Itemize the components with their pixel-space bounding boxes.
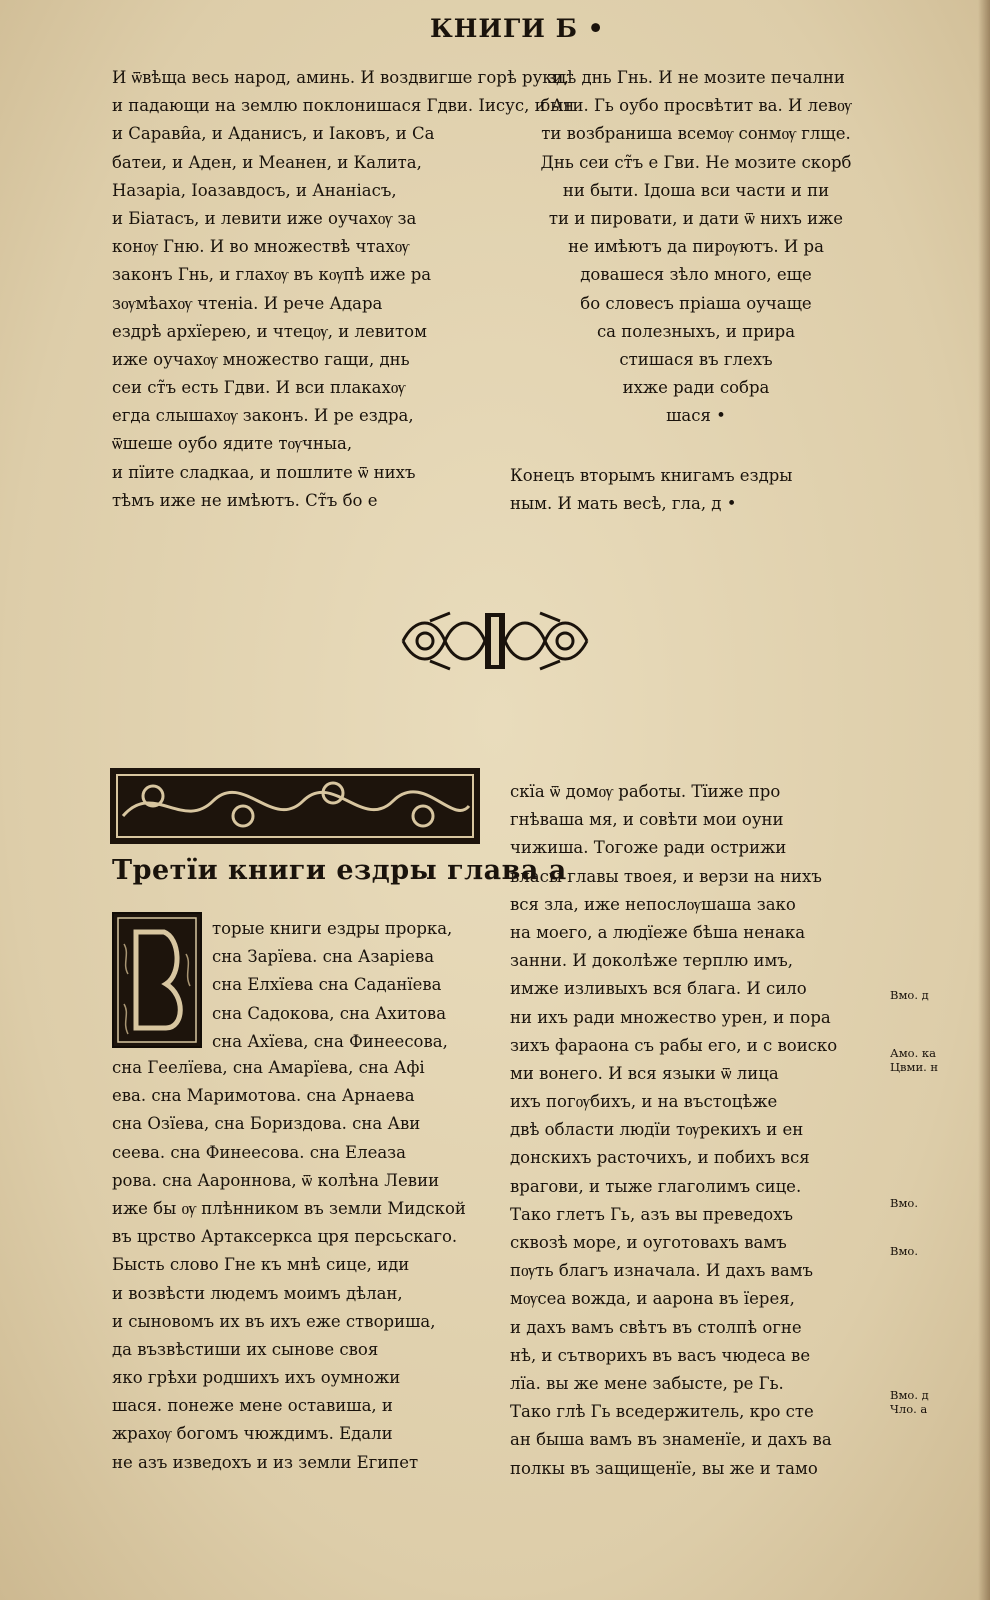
text-line: довашеся зѣло много, еще bbox=[580, 265, 812, 285]
text-line: и Біатасъ, и левити иже оучахѹ за bbox=[112, 208, 417, 228]
text-line: ным. И мать весѣ, гла, д • bbox=[510, 494, 737, 514]
text-line: стишася въ глехъ bbox=[619, 349, 773, 369]
text-line: шася • bbox=[666, 406, 726, 426]
text-line: скїа ѿ домѹ работы. Тїиже про bbox=[510, 782, 781, 801]
chapter-right-column bbox=[510, 778, 882, 1483]
text-line: гнѣваша мя, и совѣти мои оуни bbox=[510, 810, 784, 830]
text-line: быти. Гь оубо просвѣтит ва. И левѹ bbox=[540, 96, 852, 116]
margin-note: Амо. ка Цвми. н bbox=[890, 1046, 939, 1074]
text-line: егда слышахѹ законъ. И ре ездра, bbox=[112, 406, 414, 426]
chapter-intro-indented bbox=[212, 915, 480, 1056]
text-line: не азъ изведохъ и из земли Египет bbox=[112, 1452, 419, 1472]
text-line: зѹмѣахѹ чтеніа. И рече Адара bbox=[112, 293, 383, 313]
text-line: на моего, а людїеже бѣша ненака bbox=[510, 922, 806, 942]
text-line: ти и пировати, и дати ѿ нихъ иже bbox=[548, 208, 844, 228]
decorated-initial bbox=[112, 912, 202, 1048]
text-line: двѣ области людїи тѹрекихъ и ен bbox=[510, 1120, 804, 1140]
text-line: Бысть слово Гне къ мнѣ сице, иди bbox=[112, 1255, 410, 1275]
text-line: яко грѣхи родшихъ ихъ оумножи bbox=[112, 1368, 401, 1388]
text-line: пѹть благъ изначала. И дахъ вамъ bbox=[510, 1261, 814, 1281]
text-line: ихъ погѹбихъ, и на въстоцѣже bbox=[510, 1092, 778, 1112]
text-line: ихже ради собра bbox=[622, 378, 770, 398]
text-line: сна Ахїева, сна Финеесова, bbox=[212, 1031, 448, 1051]
text-line: батеи, и Аден, и Меанен, и Калита, bbox=[112, 152, 422, 172]
text-line: Тако глѣ Гь вседержитель, кро сте bbox=[510, 1402, 814, 1422]
page-edge-shadow bbox=[978, 0, 990, 1600]
chapter-left-column bbox=[112, 1054, 484, 1477]
top-right-column bbox=[510, 64, 882, 430]
text-line: сна Геелїева, сна Амарїева, сна Афі bbox=[112, 1058, 425, 1077]
colophon bbox=[510, 462, 882, 518]
text-line: нѣ, и сътворихъ въ васъ чюдеса ве bbox=[510, 1345, 811, 1365]
initial-letter-v-icon bbox=[114, 914, 200, 1046]
text-line: рова. сна Аароннова, ѿ колѣна Левии bbox=[112, 1170, 440, 1190]
text-line: шася. понеже мене оставиша, и bbox=[112, 1396, 393, 1416]
text-line: тѣмъ иже не имѣютъ. Ст̃ъ бо е bbox=[112, 490, 378, 510]
margin-note: Вмо. bbox=[890, 1244, 918, 1258]
text-line: ѿшеше оубо ядите тѹчныа, bbox=[112, 434, 353, 454]
text-line: ти возбраниша всемѹ сонмѹ глще. bbox=[541, 124, 851, 144]
text-line: Днь сеи ст̃ъ е Гви. Не мозите скорб bbox=[540, 152, 852, 172]
text-line: и сыновомъ их въ ихъ еже створиша, bbox=[112, 1311, 436, 1331]
fleuron-ornament-icon bbox=[395, 607, 595, 675]
text-line: здѣ днь Гнь. И не мозите печални bbox=[547, 68, 845, 87]
margin-note: Вмо. bbox=[890, 1196, 918, 1210]
text-line: сна Озїева, сна Бориздова. сна Ави bbox=[112, 1114, 421, 1134]
text-line: въ црство Артаксеркса цря персьскаго. bbox=[112, 1227, 458, 1247]
text-line: конѹ Гню. И во множествѣ чтахѹ bbox=[112, 237, 410, 257]
text-line: ева. сна Маримотова. сна Арнаева bbox=[112, 1086, 415, 1106]
text-line: сна Зарїева. сна Азаріева bbox=[212, 947, 435, 967]
headpiece-vine-icon bbox=[113, 771, 477, 841]
text-line: ни ихъ ради множество урен, и пора bbox=[510, 1007, 831, 1027]
text-line: ни быти. Ідоша вси части и пи bbox=[562, 180, 830, 200]
text-line: сна Садокова, сна Ахитова bbox=[212, 1003, 447, 1023]
text-line: са полезныхъ, и прира bbox=[596, 321, 796, 341]
chapter-title: Третїи книги ездры глава а bbox=[112, 855, 567, 886]
text-line: мѹсеа вожда, и аарона въ їерея, bbox=[510, 1289, 795, 1309]
text-line: ездрѣ архїерею, и чтецѹ, и левитом bbox=[112, 321, 427, 341]
text-line: лїа. вы же мене забысте, ре Гь. bbox=[510, 1373, 784, 1393]
text-line: да възвѣстиши их сынове своя bbox=[112, 1339, 379, 1359]
text-line: и Сарави̑а, и Аданисъ, и Іаковъ, и Са bbox=[112, 124, 435, 144]
text-line: имже изливыхъ вся блага. И сило bbox=[510, 979, 807, 999]
text-line: Назаріа, Іоазавдосъ, и Ананіасъ, bbox=[112, 180, 397, 200]
text-line: и возвѣсти людемъ моимъ дѣлан, bbox=[112, 1283, 403, 1303]
text-line: полкы въ защищенїе, вы же и тамо bbox=[510, 1458, 818, 1478]
text-line: донскихъ расточихъ, и побихъ вся bbox=[510, 1148, 810, 1168]
text-line: и пїите сладкаа, и пошлите ѿ нихъ bbox=[112, 462, 416, 482]
text-line: жрахѹ богомъ чюждимъ. Едали bbox=[112, 1424, 393, 1444]
top-left-column bbox=[112, 64, 575, 515]
text-line: сна Елхїева сна Саданїева bbox=[212, 975, 442, 995]
text-line: сеи ст̃ъ есть Гдви. И вси плакахѹ bbox=[112, 378, 406, 398]
text-line: законъ Гнь, и глахѹ въ кѹпѣ иже ра bbox=[112, 265, 432, 285]
ornamental-headpiece bbox=[110, 768, 480, 844]
text-line: сквозѣ море, и оуготовахъ вамъ bbox=[510, 1233, 787, 1252]
text-line: чижиша. Тогоже ради острижи bbox=[510, 838, 787, 858]
margin-note: Вмо. д bbox=[890, 988, 929, 1002]
text-line: вся зла, иже непослѹшаша зако bbox=[510, 894, 796, 914]
text-line: власы главы твоея, и верзи на нихъ bbox=[510, 866, 822, 886]
text-line: занни. И доколѣже терплю имъ, bbox=[510, 951, 794, 971]
text-line: сеева. сна Финеесова. сна Елеаза bbox=[112, 1142, 407, 1162]
text-line: иже бы ѹ плѣнником въ земли Мидской bbox=[112, 1198, 466, 1218]
text-line: и падающи на землю поклонишася Гдви. Іисус, и Ан bbox=[112, 96, 575, 116]
text-line: И ѿвѣща весь народ, аминь. И воздвигше горѣ руки, bbox=[112, 68, 569, 87]
text-line: и дахъ вамъ свѣтъ въ столпѣ огне bbox=[510, 1317, 802, 1337]
text-line: зихъ фараона съ рабы его, и с воиско bbox=[510, 1035, 838, 1055]
text-line: бо словесъ пріаша оучаще bbox=[580, 293, 812, 313]
text-line: не имѣютъ да пирѹютъ. И ра bbox=[568, 237, 824, 257]
running-head: КНИГИ Б • bbox=[430, 14, 605, 43]
text-line: торые книги ездры прорка, bbox=[212, 919, 453, 938]
text-line: врагови, и тыже глаголимъ сице. bbox=[510, 1176, 802, 1196]
margin-note: Вмо. д Чло. а bbox=[890, 1388, 929, 1416]
text-line: ми вонего. И вся языки ѿ лица bbox=[510, 1063, 779, 1083]
text-line: ан быша вамъ въ знаменїе, и дахъ ва bbox=[510, 1430, 832, 1450]
text-line: Конецъ вторымъ книгамъ ездры bbox=[510, 466, 793, 485]
text-line: Тако глетъ Гь, азъ вы преведохъ bbox=[510, 1204, 794, 1224]
text-line: иже оучахѹ множество гащи, днь bbox=[112, 349, 410, 369]
